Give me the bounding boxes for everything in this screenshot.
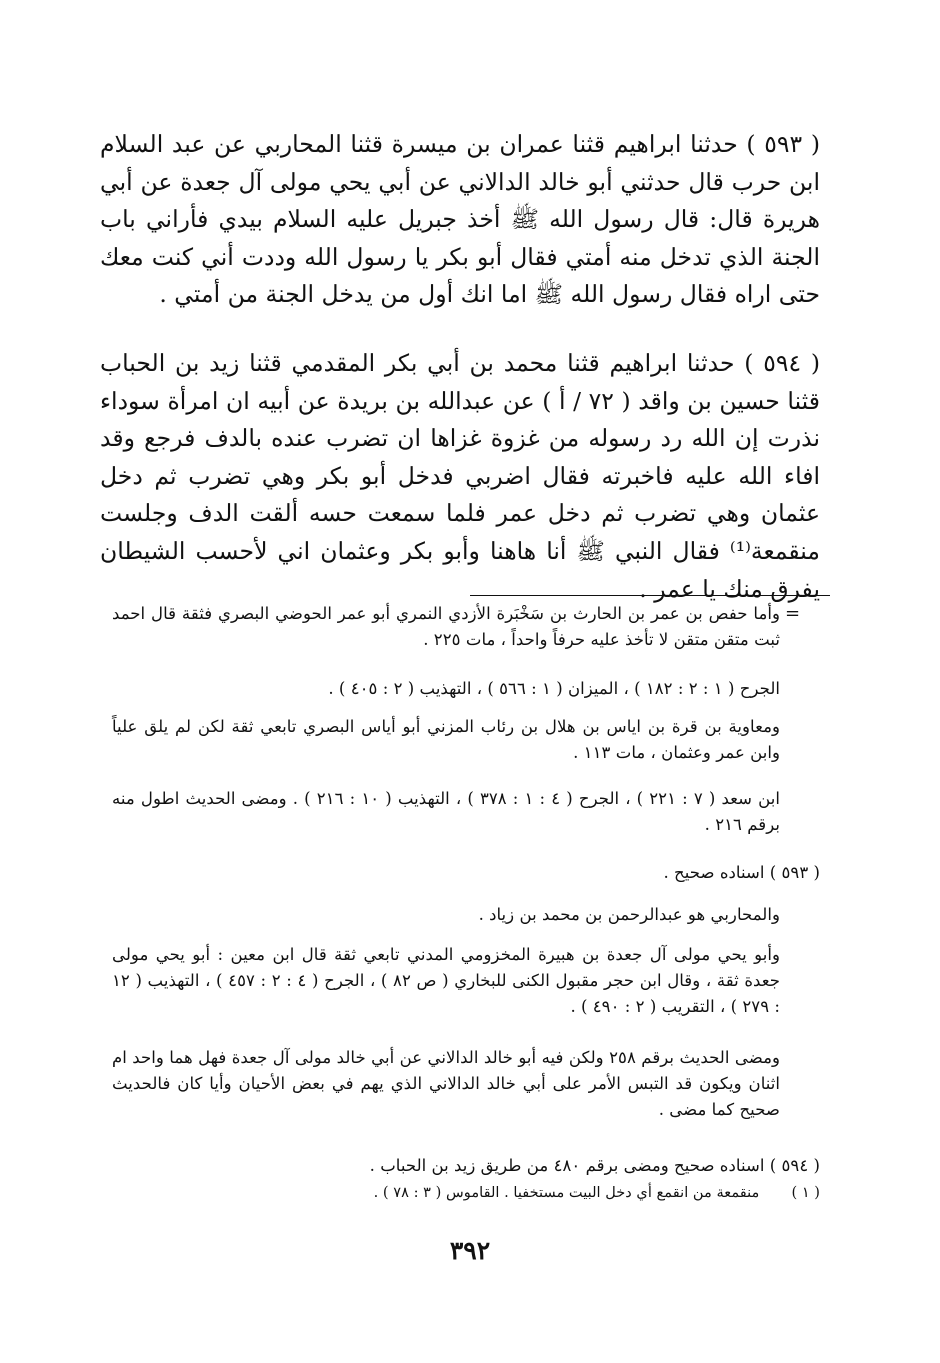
footnote-1-number: ( ١ ) [791, 1184, 820, 1201]
hadith-593-text: ( ٥٩٣ ) حدثنا ابراهيم قثنا عمران بن ميسرة قثنا المحاربي عن عبد السلام ابن حرب قال حدثني أبو خالد الدالاني عن أبي يحي مولى آل جعدة عن أبي هريرة قال: قال رسول الله ﷺ أخذ جبريل عليه السلام بيدي فأراني باب الجنة الذي تدخل منه أمتي فقال أبو بكر يا رسول الله وددت أني كنت معك حتى اراه فقال رسول الله ﷺ اما انك أول من يدخل الجنة من أمتي . [100, 130, 820, 309]
footnote-593-heading: ( ٥٩٣ ) اسناده صحيح . [663, 863, 820, 882]
footnote-1 [330, 1182, 820, 1204]
footnote-previous-hadith: ومضى الحديث برقم ٢٥٨ ولكن فيه أبو خالد الدالاني عن أبي خالد مولى آل جعدة فهل هما واحد ام اثنان ويكون قد التبس الأمر على أبي خالد الدالاني الذي يهم في بعض الأحيان وأيا كان فالحديث صحيح كما مضى . [112, 1048, 780, 1119]
footnote-hafs-references: الجرح ( ١ : ٢ : ١٨٢ ) ، الميزان ( ١ : ٥٦٦ ) ، التهذيب ( ٢ : ٤٠٥ ) . [328, 679, 780, 698]
footnote-594-heading: ( ٥٩٤ ) اسناده صحيح ومضى برقم ٤٨٠ من طريق زيد بن الحباب . [369, 1156, 820, 1175]
page-number: ٣٩٢ [449, 1236, 491, 1265]
footnote-hafs: وأما حفص بن عمر بن الحارث بن سَخْبَرة الأزدي النمري أبو عمر الحوضي البصري فثقة قال احمد ثبت متقن متقن لا تأخذ عليه حرفاً واحداً ، مات ٢٢٥ . [112, 604, 780, 649]
hadith-593-paragraph [100, 126, 820, 314]
hadith-594-paragraph [100, 345, 820, 608]
footnote-muharibi: والمحاربي هو عبدالرحمن بن محمد بن زياد . [478, 905, 780, 924]
footnote-abu-yahya: وأبو يحي مولى آل جعدة بن هبيرة المخزومي المدني تابعي ثقة قال ابن معين : أبو يحي مولى جعدة ثقة ، وقال ابن حجر مقبول الكنى للبخاري ( ص ٨٢ ) ، الجرح ( ٤ : ٢ : ٤٥٧ ) ، التهذيب ( ١٢ : ٢٧٩ ) ، التقريب ( ٢ : ٤٩٠ ) . [112, 945, 781, 1016]
footnote-muawiya: ومعاوية بن قرة بن اياس بن هلال بن رئاب المزني أبو أياس البصري تابعي ثقة لكن لم يلق علياً وابن عمر وعثمان ، مات ١١٣ . [112, 717, 780, 762]
hadith-594-text: ( ٥٩٤ ) حدثنا ابراهيم قثنا محمد بن أبي بكر المقدمي قثنا زيد بن الحباب قثنا حسين بن واقد ( ٧٢ / أ ) عن عبدالله بن بريدة عن أبيه ان امرأة سوداء نذرت إن الله رد رسوله من غزوة غزاها ان تضرب عنده بالدف فرجع وقد افاء الله عليه فاخبرته فقال اضربي فدخل أبو بكر وهي تضرب ثم دخل عثمان وهي تضرب ثم دخل عمر فلما سمعت حسه ألقت الدف وجلست منقمعة⁽¹⁾ فقال النبي ﷺ أنا هاهنا وأبو بكر وعثمان اني لأحسب الشيطان يفرق منك يا عمر . [100, 349, 820, 603]
footnote-separator-rule [470, 595, 830, 596]
footnote-ibn-sad: ابن سعد ( ٧ : ٢٢١ ) ، الجرح ( ٤ : ١ : ٣٧٨ ) ، التهذيب ( ١٠ : ٢١٦ ) . ومضى الحديث اطول منه برقم ٢١٦ . [112, 789, 781, 834]
footnote-continuation-mark: = [785, 603, 801, 624]
footnote-1-text: منقمعة من انقمع أي دخل البيت مستخفيا . القاموس ( ٣ : ٧٨ ) . [373, 1184, 760, 1201]
